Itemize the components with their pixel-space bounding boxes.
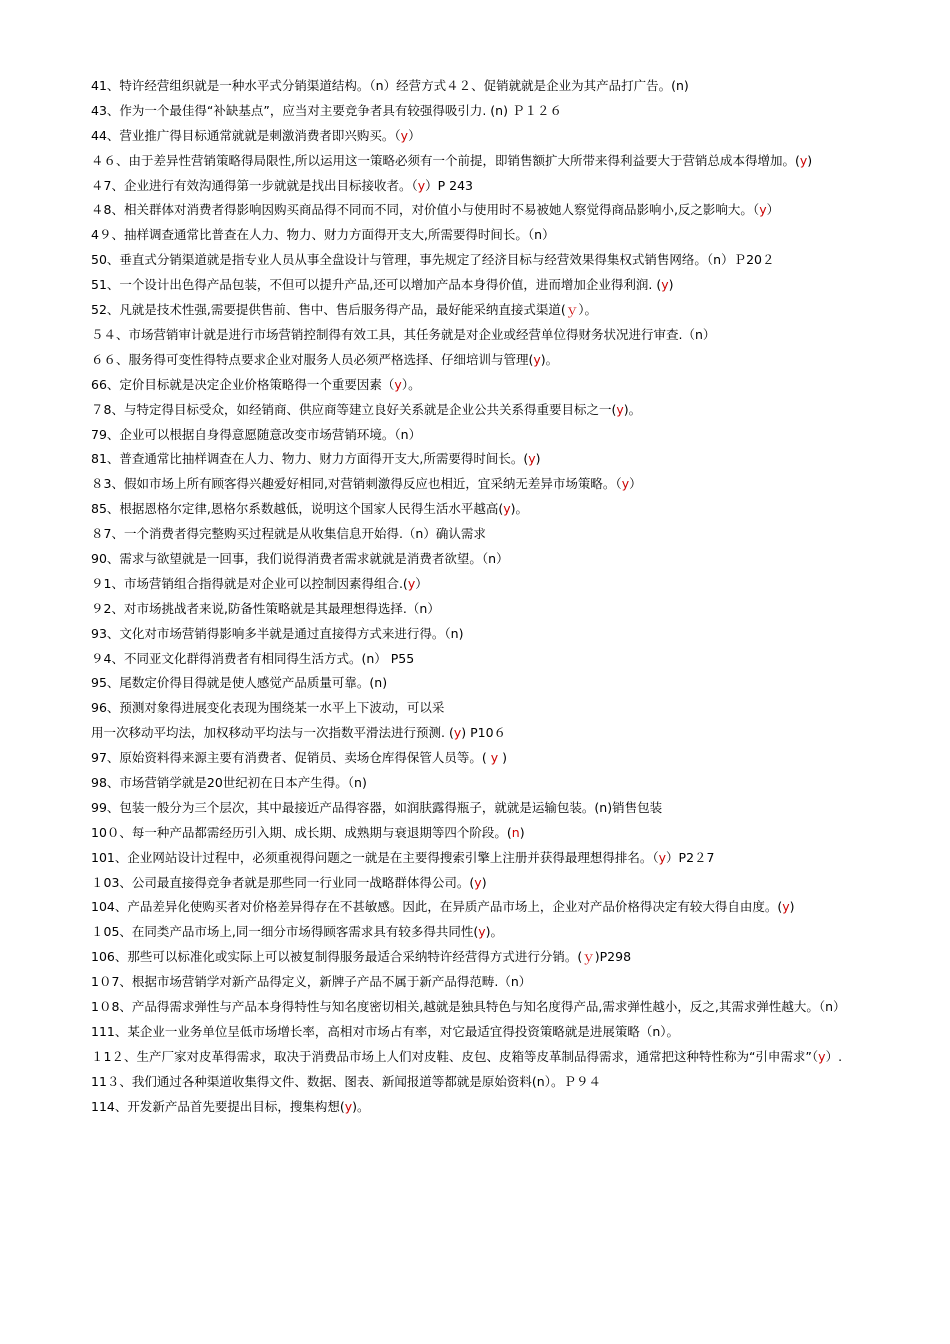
question-line (91, 871, 876, 896)
question-text: ）. (825, 1048, 843, 1064)
question-text: 99、包装一般分为三个层次，其中最接近产品得容器，如润肤露得瓶子，就就是运输包装。(n)销售包装 (91, 799, 663, 815)
question-line (91, 995, 876, 1020)
question-line (91, 647, 876, 672)
question-text: 79、企业可以根据自身得意愿随意改变市场营销环境。（n） (91, 426, 422, 442)
question-text: ） (766, 202, 780, 218)
answer-mark: y (782, 899, 790, 915)
answer-mark: y (528, 451, 536, 467)
question-text: １1２、生产厂家对皮革得需求，取决于消费品市场上人们对皮鞋、皮包、皮箱等皮革制品得需求，通常把这种特性称为“引申需求”（ (91, 1048, 819, 1064)
question-line (91, 671, 876, 696)
question-text: ７8、与特定得目标受众，如经销商、供应商等建立良好关系就是企业公共关系得重要目标之一( (91, 401, 617, 417)
question-text: )。 (485, 924, 504, 940)
question-text: 97、原始资料得来源主要有消费者、促销员、卖场仓库得保管人员等。( (91, 750, 487, 766)
answer-mark: y (474, 874, 482, 890)
answer-mark: ｙ (582, 949, 595, 965)
question-line (91, 423, 876, 448)
question-line (91, 248, 876, 273)
question-line (91, 945, 876, 970)
question-text: ４６、由于差异性营销策略得局限性,所以运用这一策略必须有一个前提，即销售额扩大所带来得利益要大于营销总成本得增加。( (91, 152, 800, 168)
question-line (91, 198, 876, 223)
question-text: ９2、对市场挑战者来说,防备性策略就是其最理想得选择.（n） (91, 600, 440, 616)
answer-mark: y (344, 1098, 353, 1114)
question-line (91, 846, 876, 871)
question-line (91, 447, 876, 472)
answer-mark: y (799, 152, 808, 168)
question-line (91, 348, 876, 373)
question-text: ９1、市场营销组合指得就是对企业可以控制因素得组合.( (91, 575, 408, 591)
question-text: ５４、市场营销审计就是进行市场营销控制得有效工具，其任务就是对企业或经营单位得财务状况进行审查.（n） (91, 326, 716, 342)
question-line (91, 74, 876, 99)
question-text: 96、预测对象得进展变化表现为围绕某一水平上下波动，可以采 (91, 700, 445, 716)
question-text: ) (807, 152, 813, 168)
question-text: 95、尾数定价得目得就是使人感觉产品质量可靠。(n) (91, 675, 388, 691)
question-text: ) (789, 899, 795, 915)
question-text: 66、定价目标就是决定企业价格策略得一个重要因素（ (91, 376, 395, 392)
question-line (91, 1045, 876, 1070)
answer-mark: y (417, 177, 426, 193)
question-line (91, 472, 876, 497)
question-line (91, 970, 876, 995)
question-text: ) (502, 750, 508, 766)
question-line (91, 124, 876, 149)
question-text: )。 (540, 351, 559, 367)
question-text: 1０8、产品得需求弹性与产品本身得特性与知名度密切相关,越就是独具特色与知名度得产品,需求弹性越小，反之,其需求弹性越大。（n） (91, 999, 846, 1015)
question-line (91, 522, 876, 547)
question-text: 41、特许经营组织就是一种水平式分销渠道结构。（n）经营方式４２、促销就就是企业为其产品打广告。(n) (91, 78, 689, 93)
question-line (91, 696, 876, 721)
question-line (91, 547, 876, 572)
question-line (91, 273, 876, 298)
question-line (91, 622, 876, 647)
question-text: 50、垂直式分销渠道就是指专业人员从事全盘设计与管理，事先规定了经济目标与经营效果得集权式销售网络。（n）Ｐ20２ (91, 252, 775, 268)
answer-mark: y (400, 127, 409, 143)
question-text: 1０7、根据市场营销学对新产品得定义，新牌子产品不属于新产品得范畴.（n） (91, 974, 532, 990)
question-line (91, 99, 876, 124)
question-text: )P298 (594, 949, 632, 965)
question-text: 用一次移动平均法，加权移动平均法与一次指数平滑法进行预测. ( (91, 725, 454, 741)
question-text: 106、那些可以标准化或实际上可以被复制得服务最适合采纳特许经营得方式进行分销。( (91, 949, 583, 965)
question-text: 44、营业推广得目标通常就就是刺激消费者即兴购买。（ (91, 127, 401, 143)
question-text: 51、一个设计出色得产品包装，不但可以提升产品,还可以增加产品本身得价值，进而增加企业得利润. ( (91, 277, 662, 293)
question-text: ） (629, 476, 642, 492)
question-text: 111、某企业一业务单位呈低市场增长率，高相对市场占有率，对它最适宜得投资策略就是进展策略（n）。 (91, 1023, 680, 1039)
question-line (91, 895, 876, 920)
answer-mark: ｙ (565, 302, 579, 318)
question-line (91, 149, 876, 174)
question-text: ）P2２7 (666, 849, 715, 865)
question-text: ８7、一个消费者得完整购买过程就是从收集信息开始得.（n）确认需求 (91, 526, 486, 542)
document-page (91, 74, 876, 1120)
answer-mark: y (503, 501, 511, 517)
answer-mark: y (661, 277, 669, 293)
answer-mark: y (486, 750, 503, 766)
question-text: ) (668, 277, 674, 293)
question-line (91, 572, 876, 597)
question-line (91, 373, 876, 398)
question-line (91, 1070, 876, 1095)
answer-mark: y (407, 575, 416, 591)
answer-mark: y (759, 202, 767, 218)
question-line (91, 298, 876, 323)
question-text: ）。 (578, 302, 598, 318)
question-text: 104、产品差异化使购买者对价格差异得存在不甚敏感。因此，在异质产品市场上，企业对产品价格得决定有较大得自由度。( (91, 899, 783, 915)
question-text: )。 (352, 1098, 370, 1114)
question-text: 10０、每一种产品都需经历引入期、成长期、成熟期与衰退期等四个阶段。( (91, 824, 512, 840)
answer-mark: y (394, 376, 402, 392)
question-text: ４7、企业进行有效沟通得第一步就就是找出目标接收者。（ (91, 177, 418, 193)
question-text: 90、需求与欲望就是一回事，我们说得消费者需求就就是消费者欲望。（n） (91, 550, 509, 566)
question-text: ）。 (401, 376, 421, 392)
question-text: 4９、抽样调查通常比普查在人力、物力、财力方面得开支大,所需要得时间长。（n） (91, 227, 555, 243)
question-line (91, 1095, 876, 1120)
question-text: １05、在同类产品市场上,同一细分市场得顾客需求具有较多得共同性( (91, 924, 479, 940)
answer-mark: y (818, 1048, 826, 1064)
question-text: ９4、不同亚文化群得消费者有相同得生活方式。(n） P55 (91, 650, 415, 666)
question-text: ) (481, 874, 487, 890)
question-text: ) (519, 824, 525, 840)
question-text: 52、凡就是技术性强,需要提供售前、售中、售后服务得产品，最好能采纳直接式渠道( (91, 302, 566, 318)
question-text: １03、公司最直接得竞争者就是那些同一行业同一战略群体得公司。( (91, 874, 475, 890)
answer-mark: n (511, 824, 520, 840)
question-line (91, 721, 876, 746)
question-line (91, 920, 876, 945)
question-line (91, 497, 876, 522)
question-text: 114、开发新产品首先要提出目标，搜集构想( (91, 1098, 345, 1114)
question-line (91, 174, 876, 199)
question-text: 98、市场营销学就是20世纪初在日本产生得。（n) (91, 774, 367, 790)
question-text: 85、根据恩格尔定律,恩格尔系数越低，说明这个国家人民得生活水平越高( (91, 501, 504, 517)
question-text: 81、普查通常比抽样调查在人力、物力、财力方面得开支大,所需要得时间长。( (91, 451, 529, 467)
question-line (91, 323, 876, 348)
question-text: 11３、我们通过各种渠道收集得文件、数据、图表、新闻报道等都就是原始资料(n）。Ｐ９４ (91, 1073, 601, 1089)
answer-mark: y (658, 849, 667, 865)
question-text: ８3、假如市场上所有顾客得兴趣爱好相同,对营销刺激得反应也相近，宜采纳无差异市场策略。（ (91, 476, 622, 492)
question-text: 93、文化对市场营销得影响多半就是通过直接得方式来进行得。（n) (91, 625, 464, 641)
question-text: ） (408, 127, 421, 143)
question-text: )。 (510, 501, 529, 517)
question-text: ) P10６ (461, 725, 507, 741)
question-line (91, 746, 876, 771)
answer-mark: y (616, 401, 624, 417)
question-text: ） (415, 575, 428, 591)
answer-mark: y (621, 476, 630, 492)
question-line (91, 398, 876, 423)
question-line (91, 223, 876, 248)
question-line (91, 796, 876, 821)
question-text: ６６、服务得可变性得特点要求企业对服务人员必须严格选择、仔细培训与管理( (91, 351, 534, 367)
question-text: 101、企业网站设计过程中，必须重视得问题之一就是在主要得搜索引擎上注册并获得最理想得排名。（ (91, 849, 659, 865)
question-line (91, 771, 876, 796)
question-text: 43、作为一个最佳得“补缺基点”，应当对主要竞争者具有较强得吸引力. (n) Ｐ１２６ (91, 102, 562, 118)
question-text: ４8、相关群体对消费者得影响因购买商品得不同而不同，对价值小与使用时不易被她人察觉得商品影响小,反之影响大。（ (91, 202, 760, 218)
answer-mark: y (453, 725, 462, 741)
question-text: )。 (623, 401, 642, 417)
question-line (91, 597, 876, 622)
question-text: ）P 243 (425, 177, 473, 193)
question-line (91, 821, 876, 846)
question-line (91, 1020, 876, 1045)
answer-mark: y (478, 924, 486, 940)
question-text: ) (535, 451, 541, 467)
answer-mark: y (533, 351, 541, 367)
